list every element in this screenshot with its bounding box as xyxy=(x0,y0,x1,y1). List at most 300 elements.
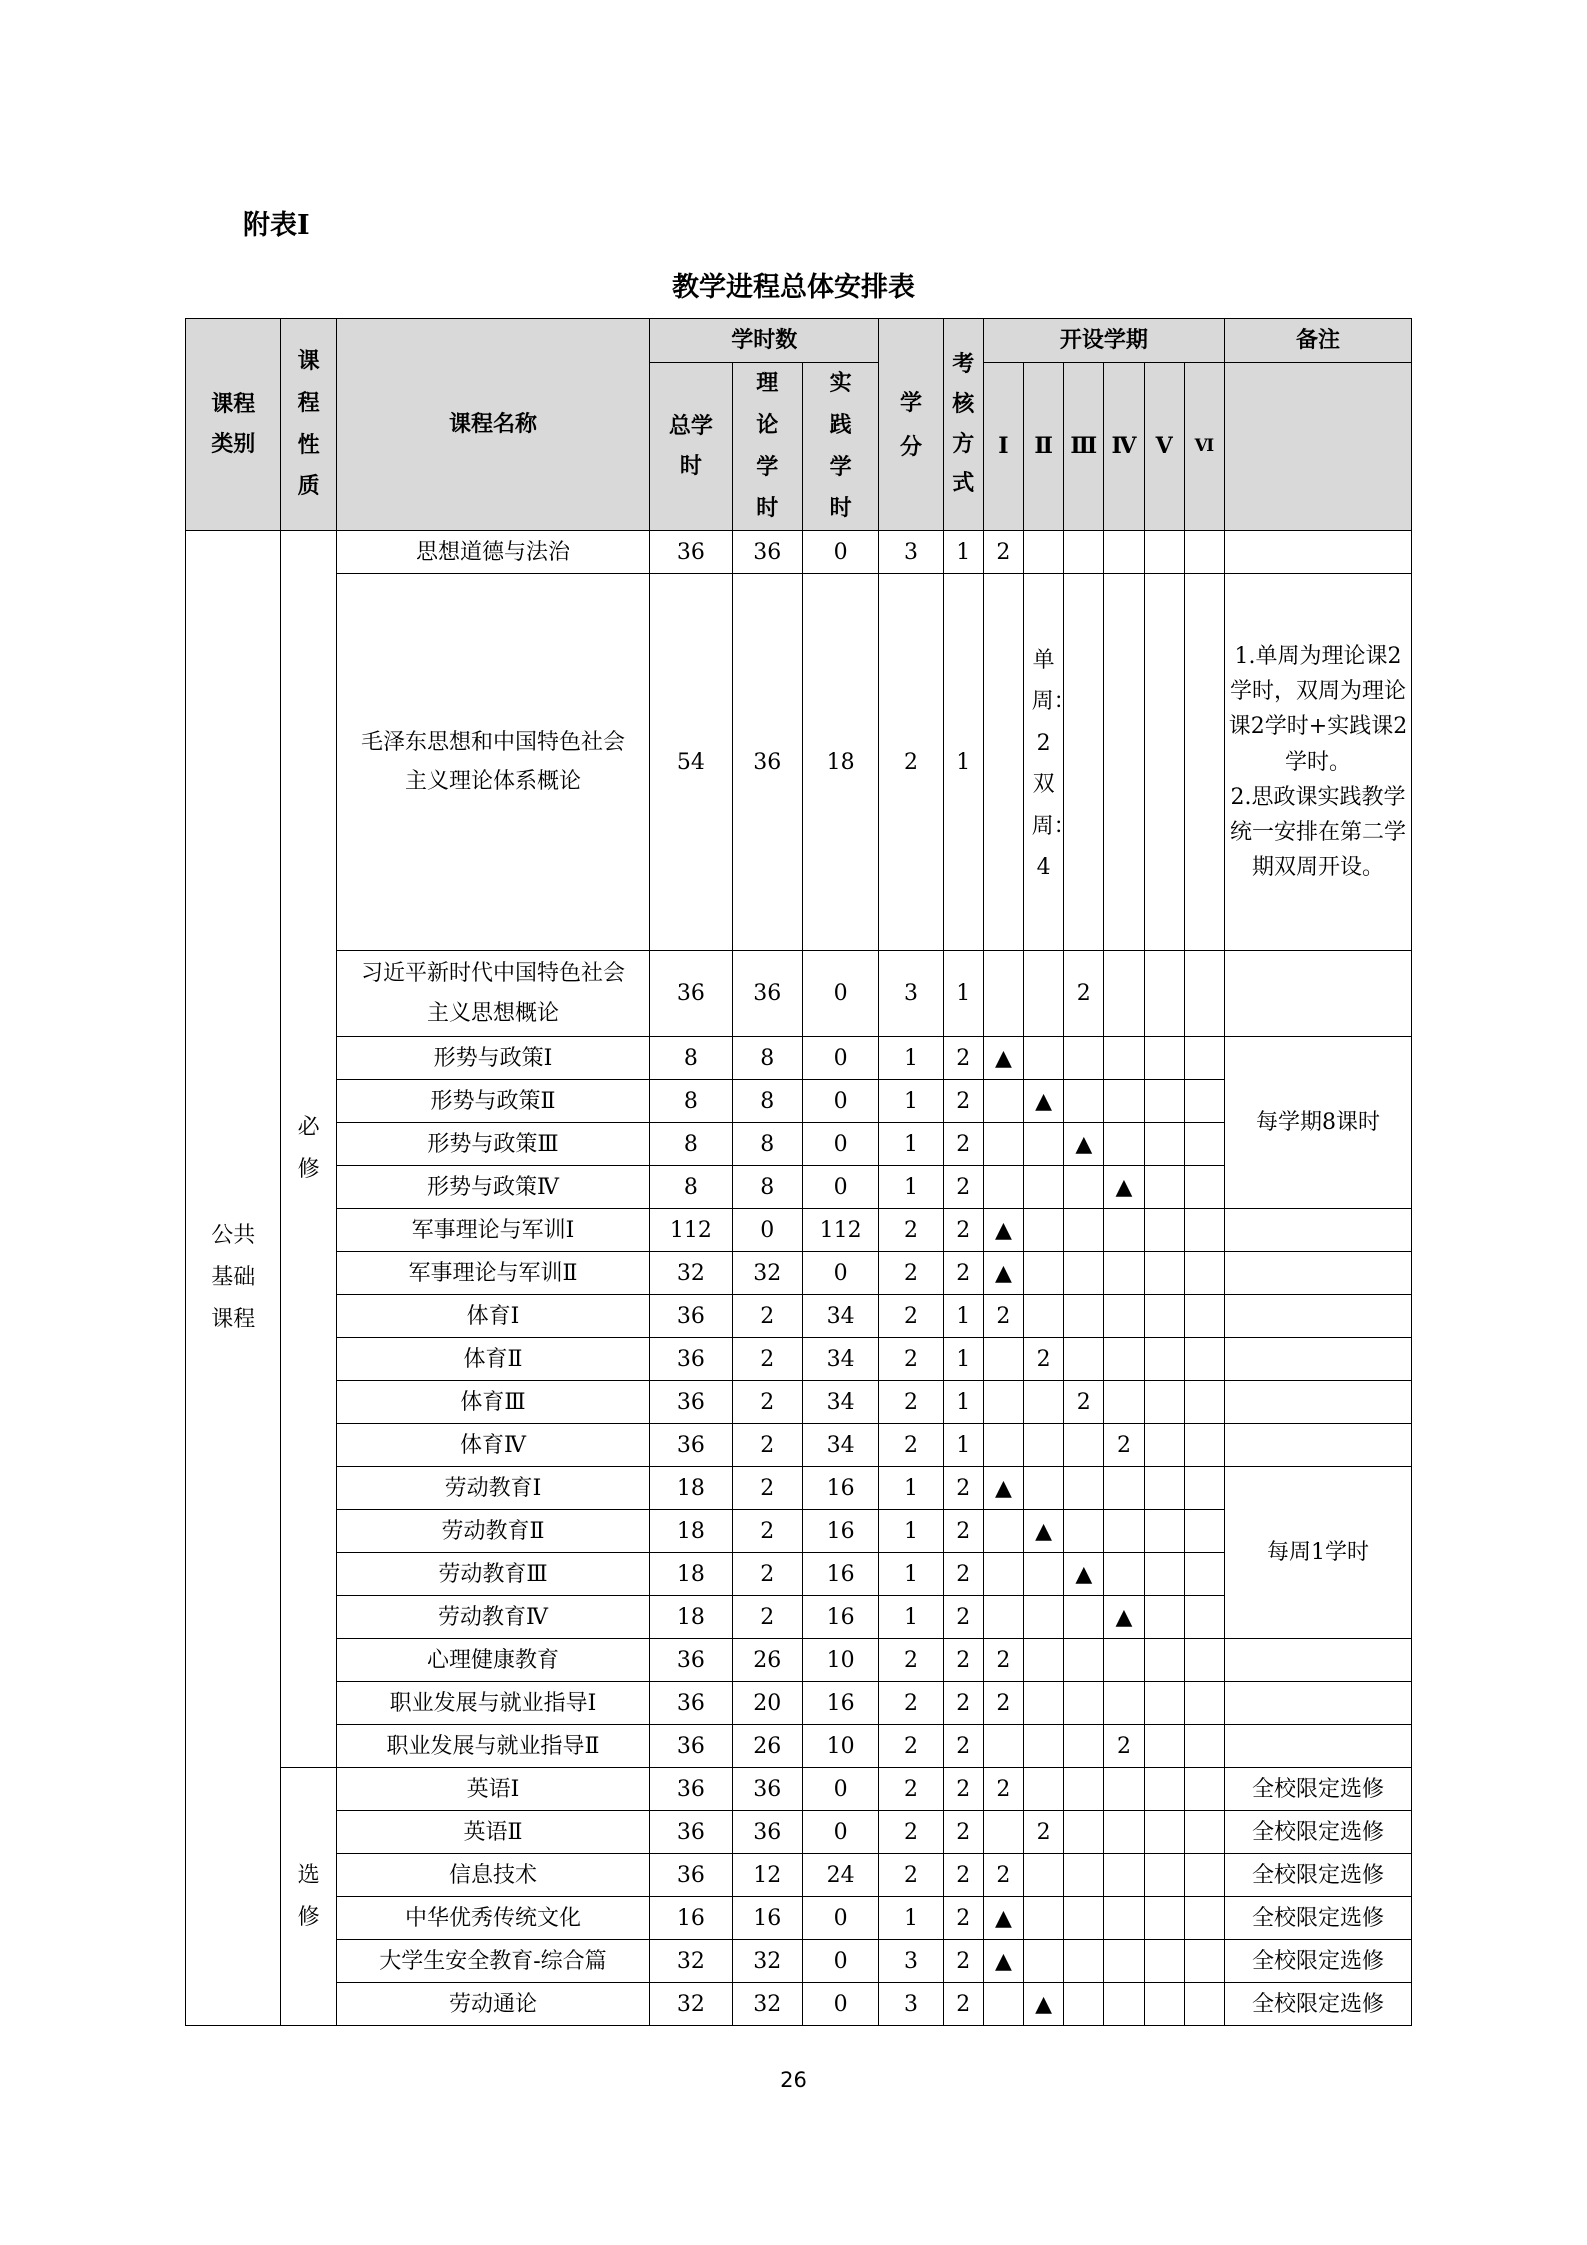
theory-hours: 0 xyxy=(732,1209,802,1252)
theory-hours: 8 xyxy=(732,1080,802,1123)
semester-2 xyxy=(1024,1166,1064,1209)
semester-2 xyxy=(1024,1596,1064,1639)
header-semester-2: Ⅱ xyxy=(1024,363,1064,531)
header-semester-4: Ⅳ xyxy=(1104,363,1144,531)
credits: 2 xyxy=(879,1682,943,1725)
semester-6 xyxy=(1184,1596,1224,1639)
semester-6 xyxy=(1184,1897,1224,1940)
semester-1 xyxy=(983,1983,1023,2026)
assessment: 2 xyxy=(943,1166,983,1209)
course-name: 体育Ⅳ xyxy=(336,1424,650,1467)
header-hours-group: 学时数 xyxy=(650,319,879,363)
course-name: 体育Ⅰ xyxy=(336,1295,650,1338)
note-cell xyxy=(1224,1682,1411,1725)
note-cell xyxy=(1224,1209,1411,1252)
semester-2 xyxy=(1024,1467,1064,1510)
semester-3 xyxy=(1064,1854,1104,1897)
credits: 1 xyxy=(879,1080,943,1123)
total-hours: 36 xyxy=(650,1682,732,1725)
theory-hours: 26 xyxy=(732,1639,802,1682)
assessment: 2 xyxy=(943,1983,983,2026)
practice-hours: 10 xyxy=(802,1639,878,1682)
semester-2 xyxy=(1024,1123,1064,1166)
practice-hours: 0 xyxy=(802,1897,878,1940)
table-row xyxy=(186,1768,1412,1811)
theory-hours: 2 xyxy=(732,1295,802,1338)
semester-6 xyxy=(1184,1768,1224,1811)
practice-hours: 0 xyxy=(802,1811,878,1854)
course-name: 劳动教育Ⅱ xyxy=(336,1510,650,1553)
credits: 2 xyxy=(879,1725,943,1768)
semester-4 xyxy=(1104,1983,1144,2026)
header-practice-hours: 实践学时 xyxy=(802,363,878,531)
semester-4 xyxy=(1104,1080,1144,1123)
theory-hours: 16 xyxy=(732,1897,802,1940)
assessment: 2 xyxy=(943,1768,983,1811)
total-hours: 36 xyxy=(650,1854,732,1897)
semester-5 xyxy=(1144,1467,1184,1510)
assessment: 2 xyxy=(943,1123,983,1166)
note-cell xyxy=(1224,531,1411,574)
semester-3 xyxy=(1064,1639,1104,1682)
semester-5 xyxy=(1144,1166,1184,1209)
note-policy: 每学期8课时 xyxy=(1224,1037,1411,1209)
note-mao-2: 2.思政课实践教学统一安排在第二学期双周开设。 xyxy=(1229,784,1406,881)
semester-5 xyxy=(1144,951,1184,1037)
semester-4: 2 xyxy=(1104,1725,1144,1768)
assessment: 2 xyxy=(943,1682,983,1725)
semester-3 xyxy=(1064,1424,1104,1467)
table-row xyxy=(186,1639,1412,1682)
table-row xyxy=(186,1983,1412,2026)
semester-5 xyxy=(1144,531,1184,574)
assessment: 2 xyxy=(943,1510,983,1553)
semester-4 xyxy=(1104,1381,1144,1424)
semester-2 xyxy=(1024,1295,1064,1338)
semester-1: 2 xyxy=(983,531,1023,574)
semester-6 xyxy=(1184,1338,1224,1381)
course-name: 军事理论与军训Ⅱ xyxy=(336,1252,650,1295)
credits: 2 xyxy=(879,1811,943,1854)
semester-3 xyxy=(1064,1596,1104,1639)
course-name: 中华优秀传统文化 xyxy=(336,1897,650,1940)
semester-5 xyxy=(1144,1510,1184,1553)
semester-6 xyxy=(1184,1381,1224,1424)
theory-hours: 36 xyxy=(732,531,802,574)
assessment: 2 xyxy=(943,1639,983,1682)
theory-hours: 2 xyxy=(732,1338,802,1381)
semester-5 xyxy=(1144,1768,1184,1811)
semester-3 xyxy=(1064,1295,1104,1338)
semester-1 xyxy=(983,1424,1023,1467)
header-theory-hours: 理论学时 xyxy=(732,363,802,531)
credits: 3 xyxy=(879,531,943,574)
semester-2 xyxy=(1024,1854,1064,1897)
theory-hours: 32 xyxy=(732,1940,802,1983)
semester-5 xyxy=(1144,1252,1184,1295)
semester-4 xyxy=(1104,1854,1144,1897)
total-hours: 32 xyxy=(650,1252,732,1295)
table-row xyxy=(186,1338,1412,1381)
semester-3 xyxy=(1064,1768,1104,1811)
semester-5 xyxy=(1144,574,1184,951)
semester-4 xyxy=(1104,1768,1144,1811)
semester-4: ▲ xyxy=(1104,1166,1144,1209)
theory-hours: 2 xyxy=(732,1424,802,1467)
semester-4 xyxy=(1104,951,1144,1037)
note-cell xyxy=(1224,1725,1411,1768)
page-number: 26 xyxy=(780,2068,807,2092)
assessment: 2 xyxy=(943,1854,983,1897)
semester-6 xyxy=(1184,951,1224,1037)
theory-hours: 26 xyxy=(732,1725,802,1768)
semester-2 xyxy=(1024,1553,1064,1596)
total-hours: 32 xyxy=(650,1983,732,2026)
semester-6 xyxy=(1184,1166,1224,1209)
credits: 1 xyxy=(879,1467,943,1510)
table-row xyxy=(186,574,1412,951)
semester-3 xyxy=(1064,1080,1104,1123)
practice-hours: 0 xyxy=(802,1080,878,1123)
assessment: 2 xyxy=(943,1811,983,1854)
note-cell xyxy=(1224,574,1411,951)
semester-5 xyxy=(1144,1209,1184,1252)
credits: 2 xyxy=(879,1338,943,1381)
semester-6 xyxy=(1184,1080,1224,1123)
total-hours: 36 xyxy=(650,531,732,574)
semester-3 xyxy=(1064,1037,1104,1080)
course-name: 体育Ⅲ xyxy=(336,1381,650,1424)
practice-hours: 16 xyxy=(802,1682,878,1725)
semester-3: ▲ xyxy=(1064,1123,1104,1166)
theory-hours: 12 xyxy=(732,1854,802,1897)
practice-hours: 0 xyxy=(802,1037,878,1080)
semester-5 xyxy=(1144,1037,1184,1080)
header-semester-6: Ⅵ xyxy=(1184,363,1224,531)
course-name: 军事理论与军训Ⅰ xyxy=(336,1209,650,1252)
theory-hours: 20 xyxy=(732,1682,802,1725)
credits: 1 xyxy=(879,1596,943,1639)
semester-2 xyxy=(1024,531,1064,574)
semester-5 xyxy=(1144,1295,1184,1338)
table-row xyxy=(186,1381,1412,1424)
credits: 2 xyxy=(879,1768,943,1811)
course-name: 形势与政策Ⅲ xyxy=(336,1123,650,1166)
total-hours: 18 xyxy=(650,1510,732,1553)
table-row xyxy=(186,1811,1412,1854)
course-name: 形势与政策Ⅳ xyxy=(336,1166,650,1209)
semester-1 xyxy=(983,1725,1023,1768)
semester-4 xyxy=(1104,1467,1144,1510)
course-name: 信息技术 xyxy=(336,1854,650,1897)
theory-hours: 2 xyxy=(732,1510,802,1553)
semester-3: ▲ xyxy=(1064,1553,1104,1596)
table-row xyxy=(186,1467,1412,1510)
credits: 2 xyxy=(879,1424,943,1467)
table-row xyxy=(186,1424,1412,1467)
table-row xyxy=(186,1854,1412,1897)
semester-2 xyxy=(1024,1424,1064,1467)
credits: 1 xyxy=(879,1123,943,1166)
semester-4 xyxy=(1104,531,1144,574)
credits: 3 xyxy=(879,1983,943,2026)
theory-hours: 8 xyxy=(732,1166,802,1209)
credits: 2 xyxy=(879,1252,943,1295)
semester-2 xyxy=(1024,1252,1064,1295)
required-cell: 必修 xyxy=(281,531,336,1768)
semester-4 xyxy=(1104,1897,1144,1940)
assessment: 2 xyxy=(943,1596,983,1639)
practice-hours: 34 xyxy=(802,1295,878,1338)
semester-1 xyxy=(983,1553,1023,1596)
semester-5 xyxy=(1144,1983,1184,2026)
table-row xyxy=(186,1897,1412,1940)
semester-1: ▲ xyxy=(983,1252,1023,1295)
note-cell xyxy=(1224,1295,1411,1338)
semester-2: 2 xyxy=(1024,1811,1064,1854)
table-row xyxy=(186,1940,1412,1983)
total-hours: 36 xyxy=(650,1639,732,1682)
semester-6 xyxy=(1184,1940,1224,1983)
assessment: 2 xyxy=(943,1940,983,1983)
semester-1: 2 xyxy=(983,1768,1023,1811)
semester-1 xyxy=(983,1596,1023,1639)
category-cell: 公共基础课程 xyxy=(186,531,281,2026)
semester-2: ▲ xyxy=(1024,1983,1064,2026)
header-course-name: 课程名称 xyxy=(336,319,650,531)
semester-3 xyxy=(1064,574,1104,951)
header-semester-5: Ⅴ xyxy=(1144,363,1184,531)
semester-1: ▲ xyxy=(983,1209,1023,1252)
assessment: 1 xyxy=(943,951,983,1037)
semester-6 xyxy=(1184,1983,1224,2026)
semester-1: ▲ xyxy=(983,1940,1023,1983)
assessment: 2 xyxy=(943,1252,983,1295)
semester-3 xyxy=(1064,1897,1104,1940)
total-hours: 8 xyxy=(650,1037,732,1080)
semester-6 xyxy=(1184,1811,1224,1854)
practice-hours: 112 xyxy=(802,1209,878,1252)
table-title: 教学进程总体安排表 xyxy=(672,272,915,303)
header-credits: 学分 xyxy=(879,319,943,531)
semester-3 xyxy=(1064,1983,1104,2026)
semester-1 xyxy=(983,1338,1023,1381)
credits: 2 xyxy=(879,1295,943,1338)
semester-3: 2 xyxy=(1064,951,1104,1037)
practice-hours: 34 xyxy=(802,1424,878,1467)
schedule-table xyxy=(185,318,1412,2026)
course-name: 英语Ⅱ xyxy=(336,1811,650,1854)
note-cell: 全校限定选修 xyxy=(1224,1854,1411,1897)
credits: 1 xyxy=(879,1897,943,1940)
course-name: 英语Ⅰ xyxy=(336,1768,650,1811)
semester-4 xyxy=(1104,1037,1144,1080)
total-hours: 36 xyxy=(650,1725,732,1768)
semester-2: 单周：2 双周：4 xyxy=(1024,574,1064,951)
total-hours: 36 xyxy=(650,1768,732,1811)
semester-6 xyxy=(1184,1682,1224,1725)
semester-2 xyxy=(1024,1037,1064,1080)
credits: 1 xyxy=(879,1037,943,1080)
theory-hours: 32 xyxy=(732,1252,802,1295)
course-name: 形势与政策Ⅰ xyxy=(336,1037,650,1080)
note-labor: 每周1学时 xyxy=(1224,1467,1411,1639)
semester-5 xyxy=(1144,1682,1184,1725)
assessment: 1 xyxy=(943,1381,983,1424)
total-hours: 112 xyxy=(650,1209,732,1252)
semester-6 xyxy=(1184,1467,1224,1510)
course-name: 心理健康教育 xyxy=(336,1639,650,1682)
total-hours: 8 xyxy=(650,1166,732,1209)
total-hours: 36 xyxy=(650,1424,732,1467)
semester-2 xyxy=(1024,1897,1064,1940)
practice-hours: 16 xyxy=(802,1553,878,1596)
theory-hours: 2 xyxy=(732,1381,802,1424)
semester-2 xyxy=(1024,1725,1064,1768)
note-cell xyxy=(1224,1424,1411,1467)
semester-4 xyxy=(1104,1553,1144,1596)
total-hours: 36 xyxy=(650,1338,732,1381)
semester-4 xyxy=(1104,1295,1144,1338)
semester-4 xyxy=(1104,1510,1144,1553)
note-cell: 全校限定选修 xyxy=(1224,1983,1411,2026)
theory-hours: 36 xyxy=(732,574,802,951)
course-name: 劳动通论 xyxy=(336,1983,650,2026)
table-row xyxy=(186,531,1412,574)
header-assessment: 考核方式 xyxy=(943,319,983,531)
semester-3 xyxy=(1064,1811,1104,1854)
theory-hours: 2 xyxy=(732,1596,802,1639)
semester-5 xyxy=(1144,1338,1184,1381)
semester-2 xyxy=(1024,951,1064,1037)
semester-6 xyxy=(1184,574,1224,951)
header-semester-1: Ⅰ xyxy=(983,363,1023,531)
semester-3 xyxy=(1064,1467,1104,1510)
assessment: 2 xyxy=(943,1037,983,1080)
semester-1: 2 xyxy=(983,1295,1023,1338)
semester-3 xyxy=(1064,1725,1104,1768)
appendix-label: 附表Ⅰ xyxy=(243,210,310,241)
table-row xyxy=(186,1209,1412,1252)
course-name: 体育Ⅱ xyxy=(336,1338,650,1381)
elective-cell: 选修 xyxy=(281,1768,336,2026)
assessment: 2 xyxy=(943,1467,983,1510)
total-hours: 36 xyxy=(650,951,732,1037)
semester-2 xyxy=(1024,1940,1064,1983)
theory-hours: 2 xyxy=(732,1553,802,1596)
semester-1 xyxy=(983,1811,1023,1854)
semester-1 xyxy=(983,1381,1023,1424)
semester-6 xyxy=(1184,1209,1224,1252)
course-name: 职业发展与就业指导Ⅰ xyxy=(336,1682,650,1725)
theory-hours: 2 xyxy=(732,1467,802,1510)
table-row xyxy=(186,1682,1412,1725)
credits: 1 xyxy=(879,1510,943,1553)
semester-4 xyxy=(1104,1940,1144,1983)
course-name: 劳动教育Ⅲ xyxy=(336,1553,650,1596)
practice-hours: 24 xyxy=(802,1854,878,1897)
semester-1: 2 xyxy=(983,1854,1023,1897)
practice-hours: 0 xyxy=(802,1768,878,1811)
semester-2: 2 xyxy=(1024,1338,1064,1381)
credits: 3 xyxy=(879,951,943,1037)
semester-5 xyxy=(1144,1596,1184,1639)
credits: 2 xyxy=(879,1854,943,1897)
total-hours: 32 xyxy=(650,1940,732,1983)
semester-5 xyxy=(1144,1940,1184,1983)
theory-hours: 36 xyxy=(732,1768,802,1811)
note-cell xyxy=(1224,951,1411,1037)
header-notes-blank xyxy=(1224,363,1411,531)
credits: 1 xyxy=(879,1166,943,1209)
credits: 2 xyxy=(879,1381,943,1424)
header-total-hours: 总学时 xyxy=(650,363,732,531)
semester-6 xyxy=(1184,1037,1224,1080)
credits: 3 xyxy=(879,1940,943,1983)
semester-1 xyxy=(983,951,1023,1037)
semester-1 xyxy=(983,1080,1023,1123)
semester-4: 2 xyxy=(1104,1424,1144,1467)
semester-1: ▲ xyxy=(983,1037,1023,1080)
semester-5 xyxy=(1144,1424,1184,1467)
assessment: 2 xyxy=(943,1209,983,1252)
practice-hours: 0 xyxy=(802,951,878,1037)
practice-hours: 10 xyxy=(802,1725,878,1768)
semester-4 xyxy=(1104,1639,1144,1682)
total-hours: 18 xyxy=(650,1596,732,1639)
practice-hours: 34 xyxy=(802,1338,878,1381)
assessment: 2 xyxy=(943,1725,983,1768)
total-hours: 36 xyxy=(650,1811,732,1854)
semester-2 xyxy=(1024,1768,1064,1811)
semester-4 xyxy=(1104,574,1144,951)
practice-hours: 18 xyxy=(802,574,878,951)
semester-1 xyxy=(983,574,1023,951)
semester-4 xyxy=(1104,1338,1144,1381)
semester-3 xyxy=(1064,1166,1104,1209)
credits: 2 xyxy=(879,1209,943,1252)
semester-5 xyxy=(1144,1854,1184,1897)
semester-5 xyxy=(1144,1553,1184,1596)
semester-6 xyxy=(1184,1854,1224,1897)
semester-1 xyxy=(983,1166,1023,1209)
header-semester-group: 开设学期 xyxy=(983,319,1224,363)
assessment: 1 xyxy=(943,574,983,951)
practice-hours: 34 xyxy=(802,1381,878,1424)
semester-4 xyxy=(1104,1252,1144,1295)
semester-2: ▲ xyxy=(1024,1510,1064,1553)
note-cell xyxy=(1224,1639,1411,1682)
semester-3 xyxy=(1064,1209,1104,1252)
theory-hours: 36 xyxy=(732,1811,802,1854)
course-name: 毛泽东思想和中国特色社会主义理论体系概论 xyxy=(336,574,650,951)
table-row xyxy=(186,1725,1412,1768)
theory-hours: 8 xyxy=(732,1037,802,1080)
semester-3 xyxy=(1064,1682,1104,1725)
course-name: 劳动教育Ⅰ xyxy=(336,1467,650,1510)
course-name: 大学生安全教育-综合篇 xyxy=(336,1940,650,1983)
assessment: 1 xyxy=(943,1338,983,1381)
semester-6 xyxy=(1184,1510,1224,1553)
total-hours: 8 xyxy=(650,1080,732,1123)
semester-6 xyxy=(1184,531,1224,574)
note-cell: 全校限定选修 xyxy=(1224,1897,1411,1940)
semester-6 xyxy=(1184,1123,1224,1166)
semester-1: 2 xyxy=(983,1682,1023,1725)
table-row xyxy=(186,1037,1412,1080)
theory-hours: 8 xyxy=(732,1123,802,1166)
total-hours: 18 xyxy=(650,1467,732,1510)
